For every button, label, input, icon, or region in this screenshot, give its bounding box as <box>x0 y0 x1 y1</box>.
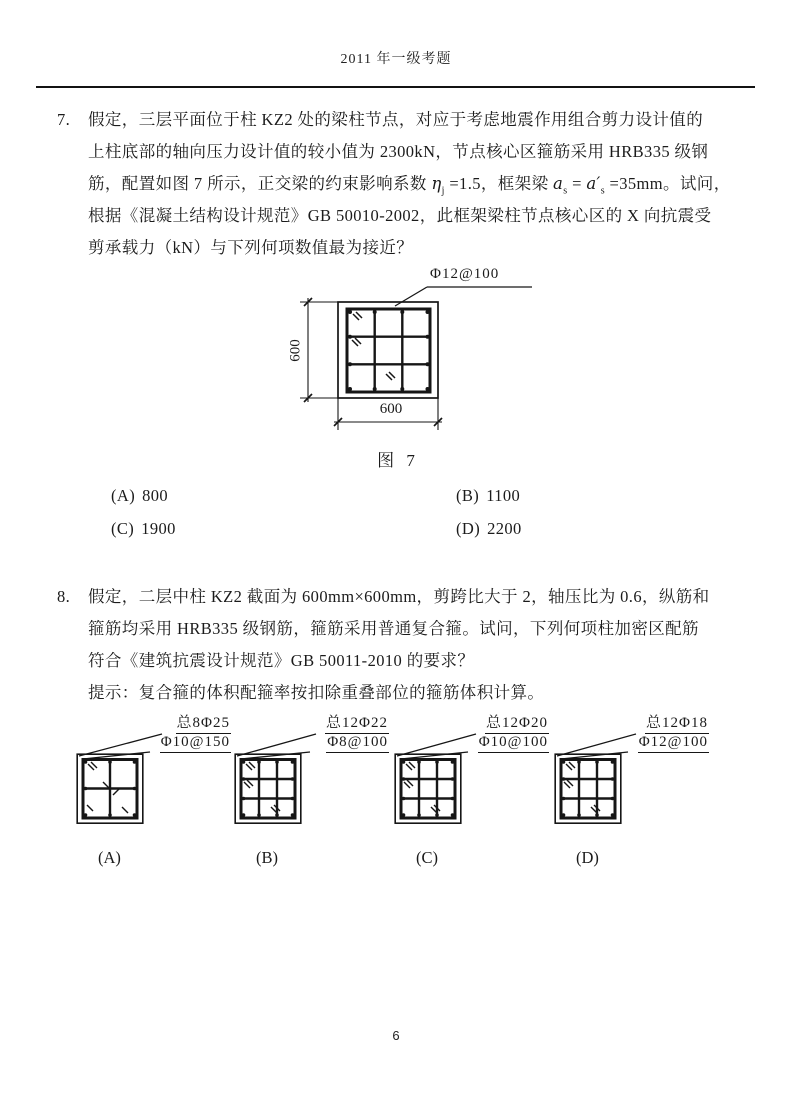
question-8-text: 假定，二层中柱 KZ2 截面为 600mm×600mm，剪跨比大于 2，轴压比为 0.6，纵筋和 <box>88 587 710 606</box>
option-c-letter: (C) <box>416 848 438 867</box>
question-8 <box>57 581 757 709</box>
question-7-line-1 <box>57 104 757 136</box>
option-value: 2200 <box>487 519 522 538</box>
eta-subscript: j <box>441 185 445 197</box>
option-b-stirrup-spec-label: Φ8@100 <box>326 733 389 753</box>
rebar-dots <box>348 310 430 391</box>
option-d-stirrup-spec-label: Φ12@100 <box>638 733 709 753</box>
a-s-prime-symbol: a′ <box>586 174 601 193</box>
option-d-rebar-total-label: 总12Φ18 <box>645 714 709 734</box>
option-value: 1900 <box>141 519 176 538</box>
option-label: (A) <box>111 486 136 505</box>
question-8-number: 8. <box>57 587 71 606</box>
option-d-letter: (D) <box>576 848 599 867</box>
option-d-column-section-drawing <box>554 753 622 825</box>
q7-option-c <box>111 519 176 539</box>
option-b-column-section-drawing <box>234 753 302 825</box>
diagram-option-b <box>234 705 389 875</box>
option-c-rebar-total-label: 总12Φ20 <box>485 714 549 734</box>
question-7-text: 假定，三层平面位于柱 KZ2 处的梁柱节点，对应于考虑地震作用组合剪力设计值的 <box>88 110 704 129</box>
figure-7-drawing <box>280 262 550 477</box>
option-label: (D) <box>456 519 481 538</box>
option-a-rebar-total-label: 总8Φ25 <box>176 714 231 734</box>
diagram-option-d <box>554 705 709 875</box>
figure-7-bottom-dimension: 600 <box>379 401 403 417</box>
page-number: 6 <box>392 1028 400 1043</box>
q7-option-d <box>456 519 522 539</box>
figure-7-left-dimension: 600 <box>287 339 304 362</box>
q7-line3-mid: =1.5，框架梁 <box>444 174 553 193</box>
a-s-subscript: s <box>563 185 568 197</box>
diagram-option-c <box>394 705 549 875</box>
question-7 <box>57 104 757 264</box>
figure-7 <box>280 262 550 477</box>
question-8-line-1 <box>57 581 757 613</box>
figure-7-leader-line <box>395 287 532 306</box>
q7-line3-pre: 筋，配置如图 7 所示，正交梁的约束影响系数 <box>88 174 432 193</box>
figure-7-caption: 图 7 <box>377 451 419 470</box>
q7-line3-post: =35mm。试问， <box>605 174 731 193</box>
question-7-line-4: 根据《混凝土结构设计规范》GB 50010-2002，此框架梁柱节点核心区的 X 向抗震受 <box>88 206 712 225</box>
q7-option-b <box>456 486 520 506</box>
q7-line3-equals: = <box>567 174 587 193</box>
option-b-letter: (B) <box>256 848 278 867</box>
question-7-line-2: 上柱底部的轴向压力设计值的较小值为 2300kN，节点核心区箍筋采用 HRB335 级钢 <box>88 142 709 161</box>
option-value: 800 <box>142 486 169 505</box>
a-s-prime-subscript: s <box>600 185 605 197</box>
eta-symbol: η <box>431 174 442 193</box>
option-c-column-section-drawing <box>394 753 462 825</box>
a-s-symbol: a <box>553 174 564 193</box>
question-8-hint: 提示：复合箍的体积配箍率按扣除重叠部位的箍筋体积计算。 <box>88 683 545 702</box>
question-7-number: 7. <box>57 110 71 129</box>
option-c-stirrup-spec-label: Φ10@100 <box>478 733 549 753</box>
option-label: (B) <box>456 486 480 505</box>
q7-option-a <box>111 486 168 506</box>
option-a-letter: (A) <box>98 848 121 867</box>
option-value: 1100 <box>486 486 521 505</box>
header-divider <box>36 86 755 88</box>
question-7-line-5: 剪承载力（kN）与下列何项数值最为接近？ <box>88 238 414 257</box>
column-section-outline <box>338 302 438 398</box>
page-header-title: 2011 年一级考题 <box>340 52 452 67</box>
option-label: (C) <box>111 519 135 538</box>
question-8-line-3: 符合《建筑抗震设计规范》GB 50011-2010 的要求？ <box>88 651 475 670</box>
question-7-line-3 <box>57 168 757 200</box>
question-8-line-2: 箍筋均采用 HRB335 级钢筋，箍筋采用普通复合箍。试问，下列何项柱加密区配筋 <box>88 619 699 638</box>
left-dimension-lines <box>300 298 338 402</box>
option-a-column-section-drawing <box>76 753 144 825</box>
diagram-option-a <box>76 705 231 875</box>
option-a-stirrup-spec-label: Φ10@150 <box>160 733 231 753</box>
option-b-rebar-total-label: 总12Φ22 <box>325 714 389 734</box>
figure-7-stirrup-label: Φ12@100 <box>430 266 500 282</box>
